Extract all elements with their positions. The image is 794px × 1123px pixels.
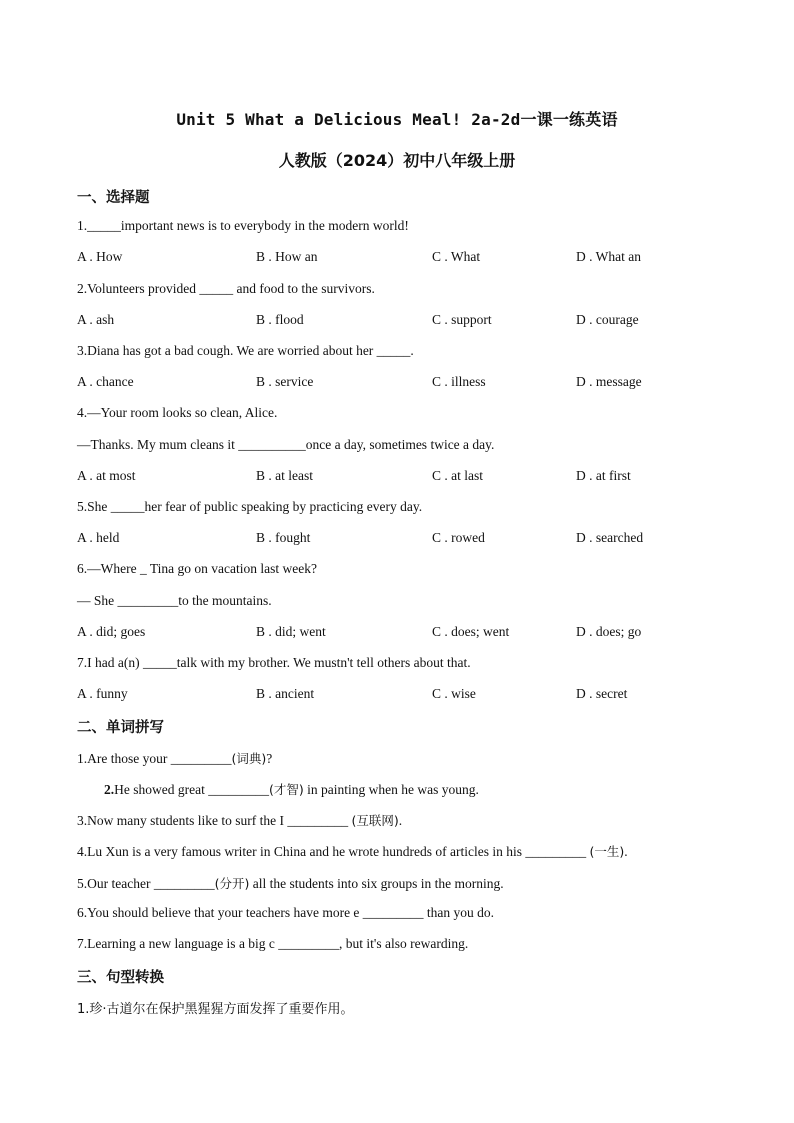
spelling-text-end: . <box>624 844 628 859</box>
page-subtitle: 人教版（2024）初中八年级上册 <box>278 151 516 170</box>
spelling-text-end: in painting when he was young. <box>303 782 479 797</box>
question-stem: 1._____important news is to everybody in the modern world! <box>77 218 409 233</box>
option-a: A . funny <box>77 686 128 701</box>
question-stem: 7.I had a(n) _____talk with my brother. We mustn't tell others about that. <box>77 655 471 670</box>
option-a: A . at most <box>77 468 136 483</box>
option-c: C . does; went <box>432 624 510 639</box>
transformation-item: 1.珍·古道尔在保护黑猩猩方面发挥了重要作用。 <box>77 1002 354 1017</box>
spelling-text: 3.Now many students like to surf the I _________ <box>77 813 352 828</box>
spelling-hint: (词典) <box>231 751 267 766</box>
question-stem-continued: — She _________to the mountains. <box>77 593 272 608</box>
option-d: D . What an <box>576 249 641 264</box>
option-d: D . courage <box>576 312 639 327</box>
option-b: B . service <box>256 374 314 389</box>
section-heading-transformation: 三、句型转换 <box>77 970 164 986</box>
option-a: A . How <box>77 249 123 264</box>
option-a: A . held <box>77 530 120 545</box>
section-heading-spelling: 二、单词拼写 <box>77 720 164 736</box>
option-d: D . does; go <box>576 624 642 639</box>
option-b: B . at least <box>256 468 313 483</box>
spelling-text: 5.Our teacher _________ <box>77 876 215 891</box>
page-title: Unit 5 What a Delicious Meal! 2a-2d一课一练英语 <box>176 110 618 129</box>
option-c: C . rowed <box>432 530 485 545</box>
spelling-item <box>77 905 494 921</box>
spelling-text: 6.You should believe that your teachers have more e _________ than you do. <box>77 905 495 920</box>
option-c: C . support <box>432 312 492 327</box>
option-d: D . message <box>576 374 642 389</box>
spelling-item <box>104 780 479 798</box>
option-c: C . What <box>432 249 481 264</box>
question-stem: 5.She _____her fear of public speaking by practicing every day. <box>77 499 423 514</box>
question-stem-continued: —Thanks. My mum cleans it __________once a day, sometimes twice a day. <box>77 437 495 452</box>
spelling-text-end: ? <box>266 751 273 766</box>
option-d: D . at first <box>576 468 631 483</box>
option-d: D . searched <box>576 530 644 545</box>
option-a: A . did; goes <box>77 624 146 639</box>
question-stem: 2.Volunteers provided _____ and food to the survivors. <box>77 281 375 296</box>
spelling-hint: (互联网) <box>351 813 399 828</box>
spelling-text: 4.Lu Xun is a very famous writer in China and he wrote hundreds of articles in his _________ <box>77 844 590 859</box>
option-b: B . flood <box>256 312 304 327</box>
spelling-text-end: . <box>398 813 403 828</box>
option-a: A . ash <box>77 312 115 327</box>
question-stem: 4.—Your room looks so clean, Alice. <box>77 405 278 420</box>
option-b: B . ancient <box>256 686 315 701</box>
question-stem: 6.—Where _ Tina go on vacation last week? <box>77 561 317 576</box>
spelling-hint: (一生) <box>589 844 625 859</box>
section-heading-choice: 一、选择题 <box>77 190 150 206</box>
spelling-item <box>77 811 402 829</box>
option-c: C . wise <box>432 686 476 701</box>
spelling-item <box>77 749 272 767</box>
option-c: C . at last <box>432 468 483 483</box>
spelling-item <box>77 842 628 860</box>
spelling-text: 7.Learning a new language is a big c _________, but it's also rewarding. <box>77 936 469 951</box>
spelling-text-end: all the students into six groups in the morning. <box>249 876 504 891</box>
option-b: B . fought <box>256 530 311 545</box>
option-d: D . secret <box>576 686 628 701</box>
spelling-hint: (才智) <box>268 782 304 797</box>
question-stem: 3.Diana has got a bad cough. We are worried about her _____. <box>77 343 414 358</box>
option-b: B . How an <box>256 249 318 264</box>
option-a: A . chance <box>77 374 134 389</box>
spelling-item <box>77 874 504 892</box>
spelling-text: 1.Are those your _________ <box>77 751 232 766</box>
spelling-item <box>77 936 468 952</box>
spelling-number: 2. <box>104 782 115 797</box>
option-b: B . did; went <box>256 624 326 639</box>
spelling-text: He showed great _________ <box>114 782 269 797</box>
option-c: C . illness <box>432 374 486 389</box>
spelling-hint: (分开) <box>214 876 250 891</box>
